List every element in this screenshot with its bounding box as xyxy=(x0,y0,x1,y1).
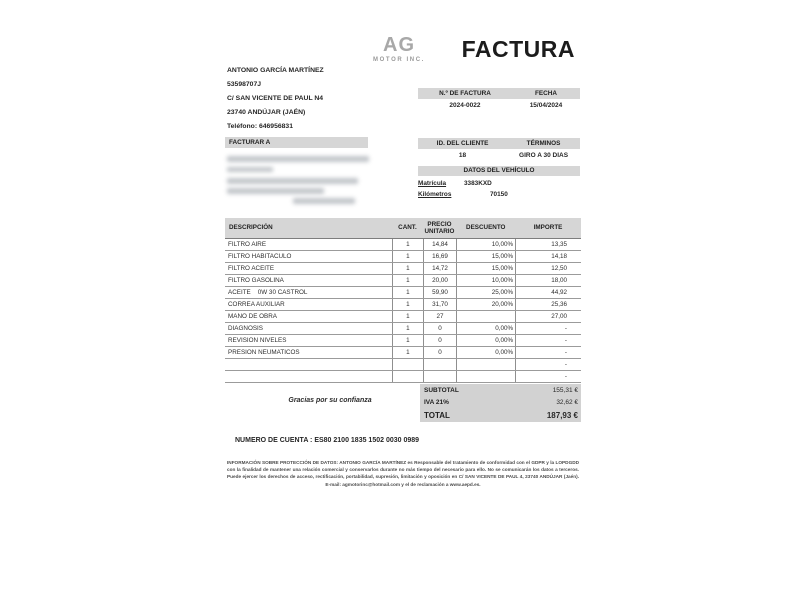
cell-unit-price: 14,84 xyxy=(423,239,457,250)
cell-description: DIAGNOSIS xyxy=(228,325,263,332)
cell-quantity: 1 xyxy=(392,299,422,310)
cell-description xyxy=(225,371,392,382)
subtotal-label: SUBTOTAL xyxy=(424,386,459,394)
subtotal-row xyxy=(420,384,581,396)
item-row xyxy=(225,239,581,251)
thanks-note: Gracias por su confianza xyxy=(288,397,372,404)
cell-discount xyxy=(456,371,515,382)
terms-label: TÉRMINOS xyxy=(526,139,561,147)
cell-quantity: 1 xyxy=(392,275,422,286)
cell-quantity: 1 xyxy=(392,287,422,298)
seller-address-1: C/ SAN VICENTE DE PAUL N4 xyxy=(227,95,324,102)
cell-quantity: 1 xyxy=(392,335,422,346)
seller-phone: Teléfono: 646956831 xyxy=(227,123,293,130)
cell-amount: - xyxy=(515,335,581,346)
cell-description: CORREA AUXILIAR xyxy=(228,301,285,308)
client-id-label: ID. DEL CLIENTE xyxy=(436,139,489,147)
col-discount: DESCUENTO xyxy=(466,224,506,232)
items-table xyxy=(225,218,581,383)
cell-quantity: 1 xyxy=(392,251,422,262)
cell-discount xyxy=(456,311,515,322)
totals-block xyxy=(420,384,581,422)
vehicle-plate-value: 3383KXD xyxy=(464,179,492,187)
cell-discount: 10,00% xyxy=(456,239,515,250)
cell-discount: 20,00% xyxy=(456,299,515,310)
cell-unit-price: 31,70 xyxy=(423,299,457,310)
cell-unit-price: 0 xyxy=(423,335,457,346)
seller-tax-id: 53598707J xyxy=(227,81,262,88)
seller-info xyxy=(227,64,324,134)
cell-amount: - xyxy=(515,323,581,334)
terms-value: GIRO A 30 DIAS xyxy=(519,152,569,159)
redacted-line xyxy=(293,198,355,204)
cell-unit-price xyxy=(423,371,457,382)
invoice-number-value: 2024-0022 xyxy=(449,102,481,109)
cell-unit-price: 14,72 xyxy=(423,263,457,274)
total-value: 187,93 € xyxy=(546,410,578,420)
vehicle-data xyxy=(418,166,580,198)
cell-quantity: 1 xyxy=(392,311,422,322)
item-row xyxy=(225,251,581,263)
cell-discount xyxy=(456,359,515,370)
cell-description: FILTRO GASOLINA xyxy=(228,277,284,284)
cell-description: MANO DE OBRA xyxy=(228,313,277,320)
item-row xyxy=(225,335,581,347)
cell-quantity xyxy=(392,371,422,382)
cell-unit-price: 59,90 xyxy=(423,287,457,298)
cell-amount: 14,18 xyxy=(515,251,581,262)
cell-amount: 12,50 xyxy=(515,263,581,274)
cell-discount: 10,00% xyxy=(456,275,515,286)
item-row xyxy=(225,311,581,323)
subtotal-value: 155,31 € xyxy=(552,386,578,394)
cell-discount: 25,00% xyxy=(456,287,515,298)
cell-quantity: 1 xyxy=(392,239,422,250)
items-body xyxy=(225,239,581,383)
cell-amount: - xyxy=(515,371,581,382)
invoice-number-label: N.º DE FACTURA xyxy=(439,89,491,97)
redacted-line xyxy=(227,156,369,162)
seller-address-2: 23740 ANDÚJAR (JAÉN) xyxy=(227,109,306,116)
col-unit-price: PRECIO UNITARIO xyxy=(424,220,455,235)
col-description: DESCRIPCIÓN xyxy=(229,224,273,232)
cell-quantity xyxy=(392,359,422,370)
col-amount: IMPORTE xyxy=(533,224,563,232)
cell-unit-price: 16,69 xyxy=(423,251,457,262)
cell-description: FILTRO AIRE xyxy=(228,241,267,248)
item-row xyxy=(225,299,581,311)
logo-company-name: MOTOR INC. xyxy=(373,57,425,63)
redacted-line xyxy=(227,178,358,184)
item-row xyxy=(225,287,581,299)
cell-quantity: 1 xyxy=(392,323,422,334)
cell-amount: 18,00 xyxy=(515,275,581,286)
cell-unit-price: 20,00 xyxy=(423,275,457,286)
logo-monogram: AG xyxy=(383,34,415,56)
cell-discount: 0,00% xyxy=(456,323,515,334)
client-id-header xyxy=(418,138,580,149)
client-meta xyxy=(418,138,580,159)
item-row xyxy=(225,263,581,275)
company-logo xyxy=(360,34,438,63)
item-row xyxy=(225,323,581,335)
cell-quantity: 1 xyxy=(392,263,422,274)
cell-description: FILTRO HABITACULO xyxy=(228,253,292,260)
iva-label: IVA 21% xyxy=(424,398,449,406)
item-row xyxy=(225,275,581,287)
account-number: NUMERO DE CUENTA : ES80 2100 1835 1502 0030 0989 xyxy=(235,437,420,444)
invoice-number-header xyxy=(418,88,580,99)
vehicle-km-label: Kilómetros xyxy=(418,190,452,198)
cell-unit-price xyxy=(423,359,457,370)
cell-discount: 0,00% xyxy=(456,335,515,346)
cell-unit-price: 0 xyxy=(423,347,457,358)
invoice-meta xyxy=(418,88,580,109)
cell-amount: 44,92 xyxy=(515,287,581,298)
cell-description: REVISION NIVELES xyxy=(228,337,287,344)
client-id-value: 18 xyxy=(458,152,467,159)
invoice-title: FACTURA xyxy=(461,36,575,62)
cell-description: ACEITE 0W 30 CASTROL xyxy=(228,289,308,296)
vehicle-km-value: 70150 xyxy=(490,190,508,198)
cell-discount: 15,00% xyxy=(456,263,515,274)
total-label: TOTAL xyxy=(424,410,450,420)
cell-description: PRESION NEUMATICOS xyxy=(228,349,300,356)
vehicle-plate-label: Matrícula xyxy=(418,179,447,187)
cell-discount: 0,00% xyxy=(456,347,515,358)
item-row xyxy=(225,347,581,359)
redacted-line xyxy=(227,188,324,194)
cell-amount: 27,00 xyxy=(515,311,581,322)
seller-name: ANTONIO GARCÍA MARTÍNEZ xyxy=(227,67,324,74)
invoice-date-label: FECHA xyxy=(534,89,557,97)
cell-amount: - xyxy=(515,347,581,358)
cell-description: FILTRO ACEITE xyxy=(228,265,275,272)
cell-amount: - xyxy=(515,359,581,370)
item-row xyxy=(225,371,581,383)
cell-unit-price: 27 xyxy=(423,311,457,322)
iva-row xyxy=(420,396,581,408)
invoice-date-value: 15/04/2024 xyxy=(529,102,563,109)
cell-unit-price: 0 xyxy=(423,323,457,334)
bill-to-header: FACTURAR A xyxy=(225,137,368,148)
cell-discount: 15,00% xyxy=(456,251,515,262)
vehicle-data-header: DATOS DEL VEHÍCULO xyxy=(418,166,580,176)
item-row xyxy=(225,359,581,371)
items-header xyxy=(225,218,581,239)
total-row xyxy=(420,408,581,422)
invoice-page xyxy=(225,0,581,600)
cell-quantity: 1 xyxy=(392,347,422,358)
cell-amount: 25,36 xyxy=(515,299,581,310)
legal-notice: INFORMACIÓN SOBRE PROTECCIÓN DE DATOS: ANTONIO GARCÍA MARTÍNEZ es Responsable del tratamiento de conformidad con el GDPR y la LOPDGDD con la finalidad de mantener una relación comercial y conservarlos durante no más tiempo del necesario para ello. No se comunicarán los datos a terceros. Puede ejercer los derechos de acceso, rectificación, portabilidad, supresión, limitación y oposición en C/ SAN VICENTE DE PAUL 4, 23740 ANDÚJAR (Jaén). E-mail: agmotorinc@hotmail.com y el de reclamación a www.aepd.es. xyxy=(227,460,579,487)
iva-value: 32,62 € xyxy=(556,398,578,406)
redacted-line xyxy=(227,167,273,172)
col-quantity: CANT. xyxy=(398,224,417,232)
cell-description xyxy=(225,359,392,370)
cell-amount: 13,35 xyxy=(515,239,581,250)
